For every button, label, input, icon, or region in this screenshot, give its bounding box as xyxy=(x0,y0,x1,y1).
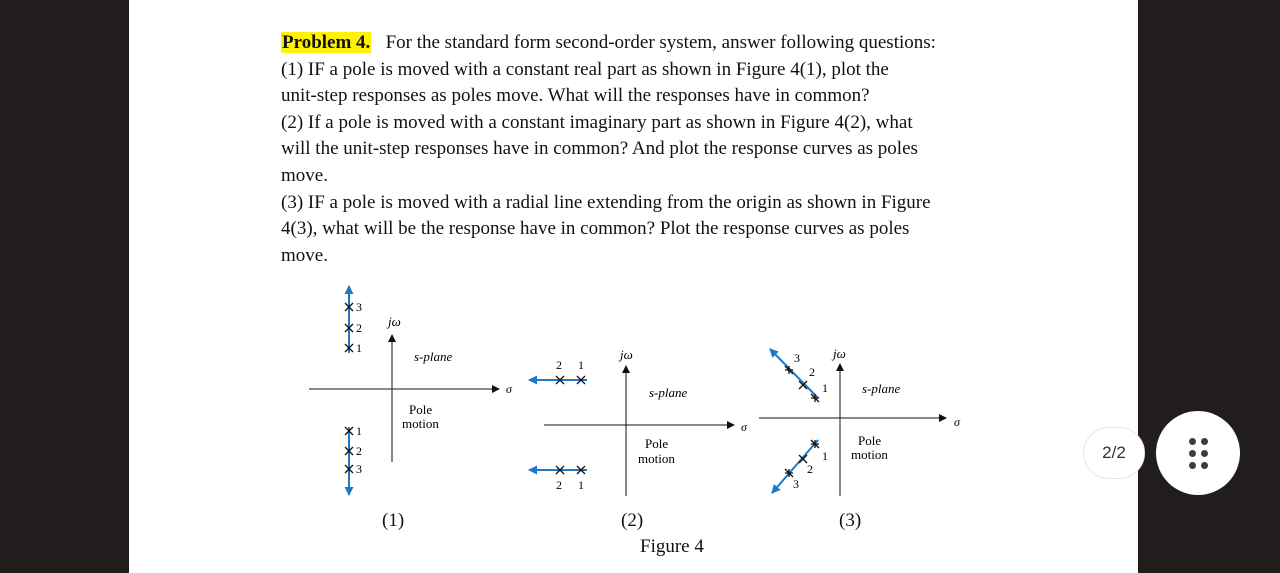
panel-label-1: (1) xyxy=(382,510,405,531)
panel-3 xyxy=(759,346,961,496)
problem-line-3: unit-step responses as poles move. What will the responses have in common? xyxy=(281,85,870,107)
problem-line-1: Problem 4. For the standard form second-order system, answer following questions: xyxy=(282,32,936,53)
problem-line-7: (3) IF a pole is moved with a radial line extending from the origin as shown in Figure xyxy=(281,191,931,213)
page-indicator: 2/2 xyxy=(1083,427,1145,479)
pole-label-1: Pole xyxy=(409,402,433,417)
more-options-button[interactable] xyxy=(1156,411,1240,495)
figure-4 xyxy=(129,270,1138,550)
sigma-label-3: σ xyxy=(954,415,960,429)
sigma-label-2: σ xyxy=(741,420,747,434)
pole-num-3-down: 3 xyxy=(356,462,362,476)
pole-num-2-bottom: 2 xyxy=(556,478,562,492)
problem-line-8: 4(3), what will be the response have in common? Plot the response curves as poles xyxy=(281,218,910,240)
problem-line-5: will the unit-step responses have in common? And plot the response curves as poles xyxy=(281,138,918,160)
jw-label-1: jω xyxy=(388,314,401,329)
problem-line-9: move. xyxy=(281,244,328,266)
motion-label-1: motion xyxy=(402,416,439,431)
pole-num-2-down: 2 xyxy=(356,444,362,458)
pole-num-1-down: 1 xyxy=(356,424,362,438)
more-dots-icon xyxy=(1189,438,1208,469)
panel-2 xyxy=(529,347,748,496)
motion-label-2: motion xyxy=(638,451,675,466)
pole-num-1-rad-up: 1 xyxy=(822,381,828,395)
pole-num-2-rad-down: 2 xyxy=(807,462,813,476)
splane-label-2: s-plane xyxy=(649,385,688,400)
splane-label-3: s-plane xyxy=(862,381,901,396)
problem-line-2: (1) IF a pole is moved with a constant real part as shown in Figure 4(1), plot the xyxy=(281,58,889,80)
pole-num-3-rad-down: 3 xyxy=(793,477,799,491)
pole-label-3: Pole xyxy=(858,433,882,448)
panel-1 xyxy=(309,286,513,495)
pole-num-1-rad-down: 1 xyxy=(822,449,828,463)
figure-caption: Figure 4 xyxy=(640,536,704,557)
pole-num-2-top: 2 xyxy=(556,358,562,372)
pole-num-3-rad-up: 3 xyxy=(794,351,800,365)
pole-num-2-up: 2 xyxy=(356,321,362,335)
pole-num-1-top: 1 xyxy=(578,358,584,372)
problem-line-6: move. xyxy=(281,164,328,186)
document-page xyxy=(129,0,1138,573)
pole-num-3-up: 3 xyxy=(356,300,362,314)
motion-label-3: motion xyxy=(851,447,888,462)
pole-label-2: Pole xyxy=(645,436,669,451)
jw-label-3: jω xyxy=(833,346,846,361)
panel-label-2: (2) xyxy=(621,510,644,531)
problem-label: Problem 4. xyxy=(282,32,371,53)
panel-label-3: (3) xyxy=(839,510,862,531)
sigma-label-1: σ xyxy=(506,382,512,396)
pole-num-1-up: 1 xyxy=(356,341,362,355)
pole-num-1-bottom: 1 xyxy=(578,478,584,492)
splane-label-1: s-plane xyxy=(414,349,453,364)
pole-num-2-rad-up: 2 xyxy=(809,365,815,379)
jw-label-2: jω xyxy=(620,347,633,362)
problem-line-4: (2) If a pole is moved with a constant imaginary part as shown in Figure 4(2), what xyxy=(281,111,913,133)
problem-text xyxy=(281,30,987,269)
